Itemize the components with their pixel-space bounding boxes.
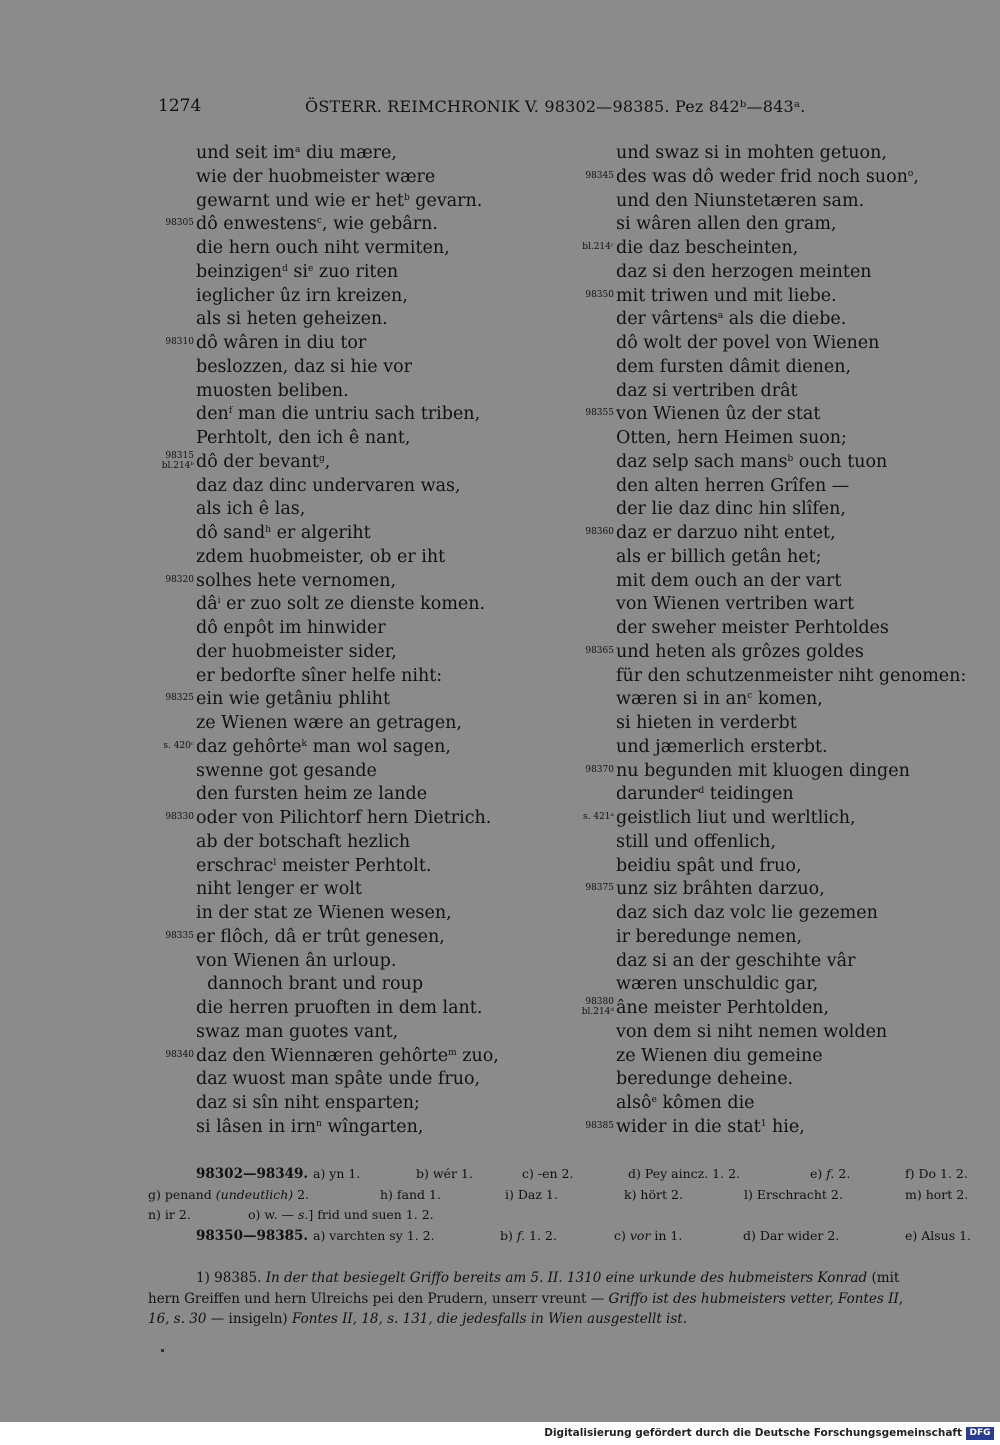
verse-line bbox=[578, 926, 998, 950]
line-number: bl.214ᶜ bbox=[582, 242, 614, 252]
verse-line bbox=[158, 522, 578, 546]
verse-text: daz daz dinc undervaren was, bbox=[196, 475, 461, 496]
verse-text: Otten, hern Heimen suon; bbox=[616, 428, 847, 448]
verse-text: beslozzen, daz si hie vor bbox=[196, 356, 412, 377]
verse-text: muosten beliben. bbox=[196, 380, 349, 401]
verse-line bbox=[158, 356, 578, 380]
verse-text: er bedorfte sîner helfe niht: bbox=[196, 665, 443, 686]
verse-line bbox=[158, 831, 578, 855]
verse-line bbox=[578, 1021, 998, 1045]
verse-line bbox=[158, 855, 578, 879]
verse-text: wæren si in $an^c$ komen, bbox=[616, 689, 823, 710]
verse-line bbox=[158, 641, 578, 665]
verse-text: daz er darzuo niht entet, bbox=[616, 523, 836, 543]
verse-text: dannoch brant und roup bbox=[196, 974, 424, 995]
verse-line bbox=[158, 570, 578, 594]
apparatus-row bbox=[148, 1185, 984, 1206]
verse-line bbox=[158, 1021, 578, 1045]
line-number: 98380 bl.214ᵈ bbox=[581, 997, 614, 1017]
apparatus-entry: c) -en 2. bbox=[522, 1166, 574, 1181]
verse-text: swaz man guotes vant, bbox=[196, 1021, 399, 1042]
verse-line bbox=[578, 641, 998, 665]
verse-text: der huobmeister sider, bbox=[196, 641, 397, 662]
apparatus-entry: e) Alsus 1. bbox=[905, 1227, 972, 1243]
apparatus-entry: l) Erschracht 2. bbox=[744, 1186, 843, 1202]
verse-text: ieglicher ûz irn kreizen, bbox=[196, 285, 408, 306]
verse-text: als ich ê las, bbox=[196, 499, 306, 520]
verse-text: daz gehôrte$^k$ man wol sagen, bbox=[196, 736, 451, 757]
verse-line bbox=[158, 783, 578, 807]
footnote-row bbox=[148, 1268, 984, 1289]
verse-text: $dâ^i$ er zuo solt ze dienste komen. bbox=[196, 594, 486, 615]
verse-text: der vârtens$^a$ als die diebe. bbox=[616, 309, 847, 330]
verse-line bbox=[158, 166, 578, 190]
verse-line bbox=[578, 190, 998, 214]
verse-line bbox=[158, 760, 578, 784]
verse-line bbox=[578, 570, 998, 594]
verse-line bbox=[578, 166, 998, 190]
verse-line bbox=[578, 973, 998, 997]
verse-text: dô wâren in diu tor bbox=[196, 333, 367, 353]
verse-line bbox=[158, 736, 578, 760]
verse-line bbox=[578, 1068, 998, 1092]
verse-text: und jæmerlich ersterbt. bbox=[616, 736, 828, 757]
verse-line bbox=[158, 332, 578, 356]
line-number: 98370 bbox=[585, 764, 614, 775]
verse-text: si wâren allen den gram, bbox=[616, 214, 837, 235]
apparatus-entry: i) Daz 1. bbox=[505, 1186, 558, 1202]
line-number: s. 421ᵃ bbox=[583, 812, 614, 822]
verse-line bbox=[158, 142, 578, 166]
verse-line bbox=[578, 356, 998, 380]
line-number: 98355 bbox=[585, 408, 614, 419]
verse-line bbox=[578, 617, 998, 641]
verse-line bbox=[578, 285, 998, 309]
verse-text: âne meister Perhtolden, bbox=[616, 998, 830, 1018]
verse-line bbox=[578, 665, 998, 689]
verse-line bbox=[158, 380, 578, 404]
apparatus-entry: 98350—98385. bbox=[196, 1227, 309, 1244]
verse-line bbox=[578, 213, 998, 237]
apparatus-entry: d) Pey aincz. 1. 2. bbox=[628, 1166, 740, 1181]
verse-text: die hern ouch niht vermiten, bbox=[196, 238, 450, 258]
apparatus-entry: b) f. 1. 2. bbox=[500, 1227, 557, 1243]
apparatus-entry: c) vor in 1. bbox=[614, 1227, 683, 1243]
verse-text: von Wienen ûz der stat bbox=[616, 404, 821, 425]
verse-line bbox=[578, 902, 998, 926]
verse-line bbox=[158, 451, 578, 475]
verse-line bbox=[158, 1092, 578, 1116]
running-header bbox=[158, 96, 848, 120]
verse-line bbox=[158, 1116, 578, 1140]
verse-text: daz wuost man spâte unde fruo, bbox=[196, 1069, 481, 1090]
verse-line bbox=[158, 475, 578, 499]
verse-line bbox=[578, 261, 998, 285]
apparatus-entry: 98302—98349. bbox=[196, 1166, 309, 1182]
verse-line bbox=[158, 807, 578, 831]
verse-line bbox=[578, 522, 998, 546]
verse-text: still und offenlich, bbox=[616, 831, 777, 852]
verse-text: ab der botschaft hezlich bbox=[196, 831, 411, 852]
apparatus-entry: n) ir 2. bbox=[148, 1207, 191, 1222]
verse-line bbox=[578, 475, 998, 499]
verse-text: daz si an der geschihte vâr bbox=[616, 950, 856, 971]
verse-text: ze Wienen wære an getragen, bbox=[196, 713, 462, 733]
line-number: 98365 bbox=[585, 645, 614, 656]
verse-text: die herren pruoften in dem lant. bbox=[196, 998, 483, 1018]
verse-line bbox=[578, 760, 998, 784]
verse-text: si hieten in verderbt bbox=[616, 713, 797, 733]
footnote-row bbox=[148, 1309, 984, 1330]
verse-line bbox=[578, 593, 998, 617]
verse-text: beidiu spât und fruo, bbox=[616, 855, 802, 876]
verse-text: ein wie getâniu phliht bbox=[196, 689, 390, 710]
page-number: 1274 bbox=[158, 96, 202, 116]
verse-text: dô enpôt im hinwider bbox=[196, 618, 386, 638]
verse-text: daz den Wiennæren gehôrte$^m$ zuo, bbox=[196, 1045, 499, 1066]
verse-line bbox=[158, 237, 578, 261]
verse-line bbox=[158, 261, 578, 285]
verse-line bbox=[578, 831, 998, 855]
verse-line bbox=[578, 546, 998, 570]
footer-bar bbox=[0, 1422, 1000, 1445]
verse-text: oder von Pilichtorf hern Dietrich. bbox=[196, 808, 492, 828]
verse-text: von Wienen vertriben wart bbox=[616, 594, 855, 615]
verse-line bbox=[578, 403, 998, 427]
verse-text: solhes hete vernomen, bbox=[196, 570, 397, 591]
verse-text: daz si sîn niht ensparten; bbox=[196, 1093, 420, 1113]
left-verse-column bbox=[158, 142, 578, 1140]
verse-line bbox=[158, 688, 578, 712]
footnote-entry: 1) 98385. In der that besiegelt Griffo bereits am 5. II. 1310 eine urkunde des hubmeisters Konrad (mit bbox=[196, 1270, 900, 1286]
verse-line bbox=[578, 878, 998, 902]
line-number: s. 420ᶜ bbox=[163, 740, 194, 751]
apparatus-entry: f) Do 1. 2. bbox=[905, 1166, 968, 1181]
verse-line bbox=[158, 1045, 578, 1069]
footnote bbox=[148, 1268, 984, 1330]
apparatus-entry: a) varchten sy 1. 2. bbox=[313, 1227, 435, 1243]
verse-text: wider in die stat$^1$ hie, bbox=[616, 1116, 805, 1137]
footnote-entry: 16, s. 30 — insigeln) Fontes II, 18, s. 131, die jedesfalls in Wien ausgestellt ist. bbox=[148, 1311, 688, 1327]
verse-line bbox=[158, 926, 578, 950]
verse-line bbox=[578, 380, 998, 404]
verse-text: zdem huobmeister, ob er iht bbox=[196, 546, 446, 567]
line-number: 98315 bl.214ᵇ bbox=[161, 450, 194, 471]
verse-text: dô der bevant$^g$, bbox=[196, 451, 331, 472]
apparatus-entry: o) w. — s.] frid und suen 1. 2. bbox=[248, 1207, 434, 1222]
verse-text: alsô$^e$ kômen die bbox=[616, 1093, 755, 1113]
verse-text: nu begunden mit kluogen dingen bbox=[616, 760, 910, 781]
verse-line bbox=[578, 498, 998, 522]
verse-text: wie der huobmeister wære bbox=[196, 166, 436, 187]
verse-text: der lie daz dinc hin slîfen, bbox=[616, 499, 846, 520]
verse-text: niht lenger er wolt bbox=[196, 879, 362, 900]
verse-line bbox=[578, 308, 998, 332]
line-number: 98345 bbox=[585, 170, 614, 181]
verse-line bbox=[578, 237, 998, 261]
verse-line bbox=[578, 997, 998, 1021]
apparatus-entry: h) fand 1. bbox=[380, 1186, 441, 1202]
stray-mark bbox=[161, 1349, 164, 1352]
line-number: 98305 bbox=[165, 218, 194, 229]
verse-text: ir beredunge nemen, bbox=[616, 926, 803, 947]
dfg-logo: DFG bbox=[966, 1427, 994, 1440]
verse-text: und seit $im^a$ diu mære, bbox=[196, 143, 397, 163]
verse-text: für den schutzenmeister niht genomen: bbox=[616, 665, 967, 686]
funding-credit: Digitalisierung gefördert durch die Deutsche Forschungsgemeinschaft bbox=[544, 1427, 962, 1439]
verse-text: dô sand$^h$ er algeriht bbox=[196, 523, 371, 543]
verse-text: beredunge deheine. bbox=[616, 1069, 794, 1090]
apparatus-row bbox=[148, 1226, 984, 1247]
line-number: 98330 bbox=[165, 812, 194, 822]
verse-text: mit dem ouch an der vart bbox=[616, 570, 842, 591]
verse-text: in der stat ze Wienen wesen, bbox=[196, 903, 452, 923]
verse-line bbox=[578, 855, 998, 879]
verse-text: mit triwen und mit liebe. bbox=[616, 285, 837, 306]
apparatus-row bbox=[148, 1205, 984, 1226]
verse-line bbox=[578, 1116, 998, 1140]
apparatus-entry: g) penand (undeutlich) 2. bbox=[148, 1186, 310, 1202]
verse-text: Perhtolt, den ich ê nant, bbox=[196, 428, 411, 448]
verse-text: erschrac$^l$ meister Perhtolt. bbox=[196, 855, 432, 876]
verse-line bbox=[158, 997, 578, 1021]
verse-text: geistlich liut und werltlich, bbox=[616, 808, 856, 828]
verse-text: und heten als grôzes goldes bbox=[616, 641, 864, 662]
line-number: 98325 bbox=[165, 693, 194, 704]
verse-text: dem fursten dâmit dienen, bbox=[616, 356, 852, 377]
verse-text: ze Wienen diu gemeine bbox=[616, 1045, 823, 1066]
verse-text: von Wienen ân urloup. bbox=[196, 950, 397, 971]
verse-text: gewarnt und wie er het$^b$ gevarn. bbox=[196, 190, 483, 211]
line-number: 98340 bbox=[165, 1049, 194, 1060]
apparatus-entry: e) f. 2. bbox=[810, 1166, 851, 1181]
verse-line bbox=[578, 783, 998, 807]
apparatus-entry: d) Dar wider 2. bbox=[743, 1227, 840, 1243]
verse-text: unz siz brâhten darzuo, bbox=[616, 879, 825, 900]
footnote-row bbox=[148, 1289, 984, 1310]
verse-text: die daz bescheinten, bbox=[616, 238, 799, 258]
line-number: 98360 bbox=[585, 527, 614, 537]
verse-line bbox=[578, 736, 998, 760]
verse-text: den$^f$ man die untriu sach triben, bbox=[196, 404, 481, 425]
verse-line bbox=[158, 665, 578, 689]
verse-text: als er billich getân het; bbox=[616, 546, 822, 567]
verse-line bbox=[578, 427, 998, 451]
verse-text: als si heten geheizen. bbox=[196, 309, 388, 330]
verse-line bbox=[158, 403, 578, 427]
verse-text: von dem si niht nemen wolden bbox=[616, 1021, 888, 1042]
verse-line bbox=[578, 142, 998, 166]
verse-line bbox=[578, 807, 998, 831]
verse-text: den fursten heim ze lande bbox=[196, 784, 428, 805]
verse-text: beinzigen$^d$ $si^e$ zuo riten bbox=[196, 261, 399, 282]
verse-line bbox=[158, 593, 578, 617]
verse-line bbox=[578, 688, 998, 712]
verse-line bbox=[158, 950, 578, 974]
verse-text: des was dô weder frid noch suon$^o$, bbox=[616, 166, 919, 187]
verse-text: den alten herren Grîfen — bbox=[616, 475, 850, 496]
footnote-entry: hern Greiffen und hern Ulreichs pei den Prudern, unserr vreunt — Griffo ist des hubmeisters vetter, Fontes II, bbox=[148, 1290, 904, 1307]
verse-line bbox=[158, 190, 578, 214]
verse-line bbox=[158, 902, 578, 926]
verse-text: swenne got gesande bbox=[196, 760, 377, 781]
apparatus-entry: k) hört 2. bbox=[624, 1186, 683, 1202]
running-title: ÖSTERR. REIMCHRONIK V. 98302—98385. Pez 842ᵇ—843ᵃ. bbox=[305, 97, 806, 116]
verse-text: dô enwestens$^c$, wie gebârn. bbox=[196, 214, 438, 235]
verse-line bbox=[158, 617, 578, 641]
verse-line bbox=[158, 285, 578, 309]
verse-line bbox=[578, 1045, 998, 1069]
verse-line bbox=[158, 973, 578, 997]
line-number: 98375 bbox=[585, 883, 614, 894]
verse-line bbox=[578, 451, 998, 475]
verse-text: wæren unschuldic gar, bbox=[616, 974, 819, 995]
verse-text: darunder$^d$ teidingen bbox=[616, 784, 794, 805]
line-number: 98310 bbox=[165, 337, 194, 347]
apparatus-entry: a) yn 1. bbox=[313, 1166, 361, 1181]
verse-text: daz si vertriben drât bbox=[616, 380, 798, 401]
verse-line bbox=[158, 712, 578, 736]
line-number: 98335 bbox=[165, 930, 194, 941]
verse-line bbox=[578, 950, 998, 974]
verse-line bbox=[578, 712, 998, 736]
line-number: 98385 bbox=[585, 1120, 614, 1131]
verse-line bbox=[158, 213, 578, 237]
verse-text: und swaz si in mohten getuon, bbox=[616, 143, 887, 163]
verse-line bbox=[158, 1068, 578, 1092]
verse-line bbox=[578, 1092, 998, 1116]
line-number: 98320 bbox=[165, 574, 194, 585]
apparatus-entry: m) hort 2. bbox=[905, 1186, 969, 1202]
critical-apparatus bbox=[148, 1164, 984, 1246]
apparatus-row bbox=[148, 1164, 984, 1185]
verse-line bbox=[158, 427, 578, 451]
verse-text: er flôch, dâ er trût genesen, bbox=[196, 926, 445, 947]
verse-line bbox=[158, 498, 578, 522]
verse-line bbox=[578, 332, 998, 356]
right-verse-column bbox=[578, 142, 998, 1140]
verse-text: der sweher meister Perhtoldes bbox=[616, 618, 889, 638]
verse-line bbox=[158, 546, 578, 570]
verse-text: si lâsen in irn$^n$ wîngarten, bbox=[196, 1116, 424, 1137]
line-number: 98350 bbox=[585, 289, 614, 300]
verse-text: daz selp sach mans$^b$ ouch tuon bbox=[616, 451, 888, 472]
verse-text: daz sich daz volc lie gezemen bbox=[616, 903, 878, 923]
verse-text: dô wolt der povel von Wienen bbox=[616, 333, 880, 353]
verse-line bbox=[158, 308, 578, 332]
verse-text: und den Niunstetæren sam. bbox=[616, 190, 865, 211]
verse-line bbox=[158, 878, 578, 902]
verse-text: daz si den herzogen meinten bbox=[616, 261, 872, 282]
apparatus-entry: b) wér 1. bbox=[416, 1166, 473, 1181]
